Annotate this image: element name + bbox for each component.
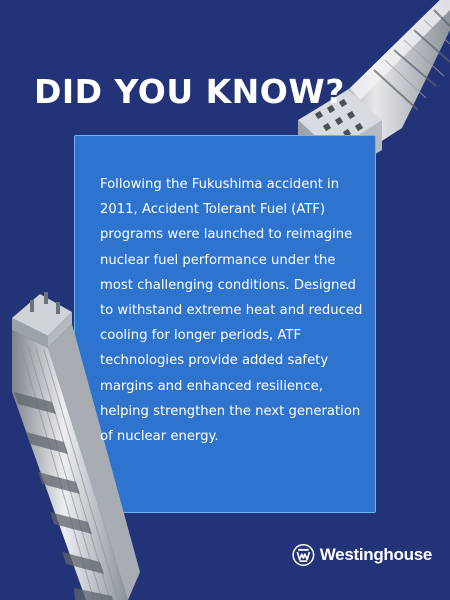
westinghouse-w-logo-icon	[292, 540, 315, 570]
headline: DID YOU KNOW?	[34, 72, 345, 111]
body-text: Following the Fukushima accident in 2011, Accident Tolerant Fuel (ATF) programs were launched to reimagine nuclear fuel performance under the most challenging conditions. Designed to withstand extreme heat and reduced cooling for longer periods, ATF technologies provide added safety margins and enhanced resilience, helping strengthen the next generation of nuclear energy.	[100, 177, 363, 445]
westinghouse-logo	[292, 540, 432, 570]
brand-name: Westinghouse	[319, 545, 432, 564]
